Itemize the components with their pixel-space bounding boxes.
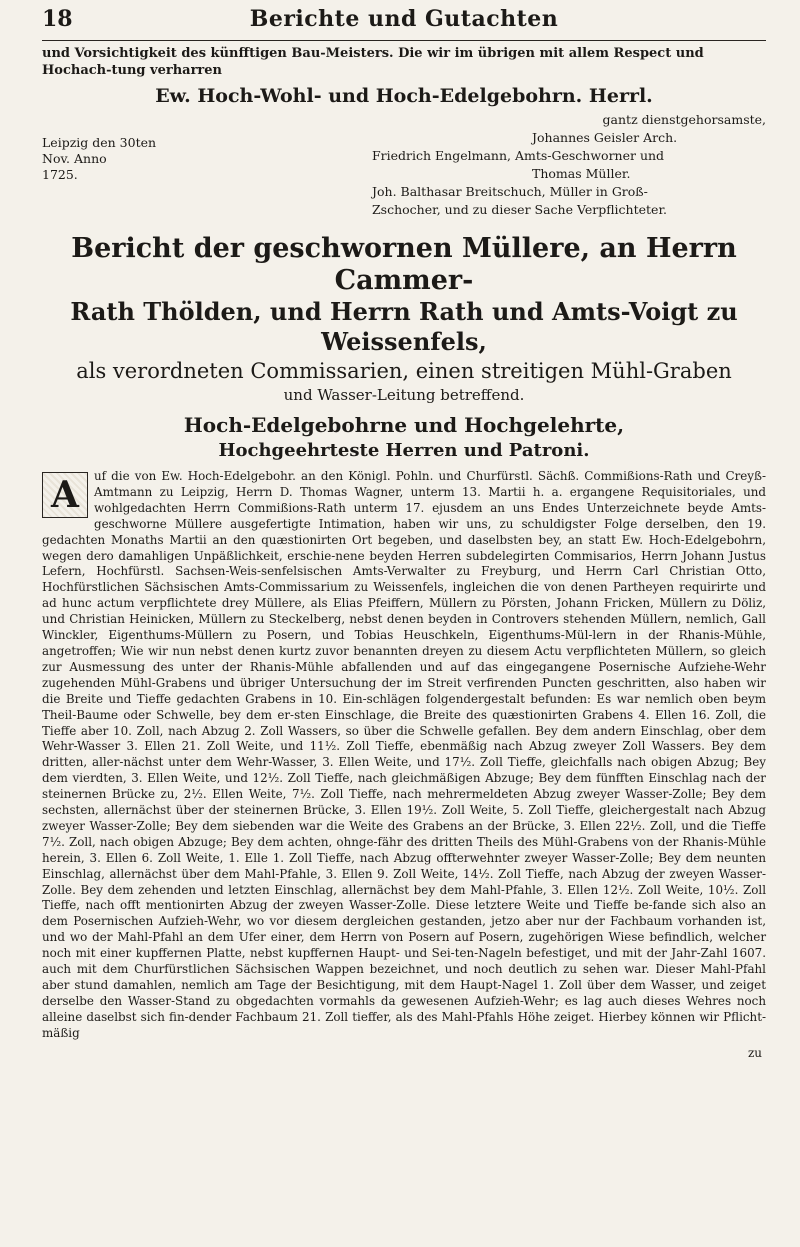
place-date (42, 135, 162, 183)
catchword: zu (747, 1045, 762, 1060)
signer-names (372, 111, 766, 219)
signer-line: Friedrich Engelmann, Amts-Geschworner und (372, 148, 665, 163)
place-date-line: Nov. Anno (42, 151, 107, 166)
report-body (42, 469, 766, 1042)
signature-block (42, 111, 766, 229)
report-title-line-4: und Wasser-Leitung betreffend. (283, 386, 525, 404)
body-paragraph: uf die von Ew. Hoch-Edelgebohr. an den Königl. Pohln. und Churfürstl. Sächß. Commißions-Rath und Creyß-Amtmann zu Leipzig, Herrn D. Thomas Wagner, unterm 13. Martii h. a. ergangene Requisitoriales, und wohlgedachten Herrn Commißions-Rath unterm 17. ejusdem an uns Endes Unterzeichnete beyde Amts-geschworne Müllere ausgefertigte Intimation, haben wir uns, zu schuldigster Folge derselben, den 19. gedachten Monaths Martii an den quæstionirten Ort begeben, und daselbsten bey, an statt Ew. Hoch-Edelgebohrn, wegen dero damahligen Unpäßlichkeit, erschie-nene beyden Herren subdelegirten Commisarios, Herrn Johann Justus Lefern, Hochfürstl. Sachsen-Weis-senfelsischen Amts-Verwalter zu Freyburg, und Herrn Carl Christian Otto, Hochfürstlichen Sächsischen Amts-Commissarium zu Weissenfels, ingleichen die von denen Partheyen requirirte und ad hunc actum verpflichtete drey Müllere, als Elias Pfeiffern, Müllern zu Pörsten, Johann Fricken, Müllern zu Döliz, und Christian Heinicken, Müllern zu Steckelberg, nebst denen beyden in Controvers stehenden Müllern, nemlich, Gall Winckler, Eigenthums-Müllern zu Posern, und Tobias Heuschkeln, Eigenthums-Mül-lern in der Rhanis-Mühle, angetroffen; Wie wir nun nebst denen kurtz zuvor benannten dreyen zu diesem Actu verpflichteten Müllern, so gleich zur Ausmessung des unter der Rhanis-Mühle abfallenden und auf das eingegangene Posernische Aufziehe-Wehr zugehenden Mühl-Grabens und übriger Untersuchung der im Streit verfirenden Puncten geschritten, also haben wir die Breite und Tieffe gedachten Grabens in 10. Ein-schlägen folgendergestalt befunden: Es war nemlich oben beym Theil-Baume oder Schwelle, bey dem er-sten Einschlage, die Breite des quæstionirten Grabens 4. Ellen 16. Zoll, die Tieffe aber 10. Zoll, nach Abzug 2. Zoll Wassers, so über die Schwelle gefallen. Bey dem andern Einschlag, ober dem Wehr-Wasser 3. Ellen 21. Zoll Weite, und 11½. Zoll Tieffe, ebenmäßig nach Abzug zweyer Zoll Wassers. Bey dem dritten, aller-nächst unter dem Wehr-Wasser, 3. Ellen Weite, und 17½. Zoll Tieffe, gleichfalls nach obigen Abzug; Bey dem vierdten, 3. Ellen Weite, und 12½. Zoll Tieffe, nach gleichmäßigen Abzuge; Bey dem fünfften Einschlag nach der steinernen Brücke zu, 2½. Ellen Weite, 7½. Zoll Tieffe, nach mehrermeldeten Abzug zweyer Wasser-Zolle; Bey dem sechsten, allernächst über der steinernen Brücke, 3. Ellen 19½. Zoll Weite, 5. Zoll Tieffe, gleichergestalt nach Abzug zweyer Wasser-Zolle; Bey dem siebenden war die Weite des Grabens an der Brücke, 3. Ellen 22½. Zoll, und die Tieffe 7½. Zoll, nach obigen Abzuge; Bey dem achten, ohnge-fähr des dritten Theils des Mühl-Grabens von der Rhanis-Mühle herein, 3. Ellen 6. Zoll Weite, 1. Elle 1. Zoll Tieffe, nach Abzug offterwehnter zweyer Wasser-Zolle; Bey dem neunten Einschlag, allernächst über dem Mahl-Pfahle, 3. Ellen 9. Zoll Weite, 14½. Zoll Tieffe, nach Abzug der zweyen Wasser-Zolle. Bey dem zehenden und letzten Einschlag, allernächst bey dem Mahl-Pfahle, 3. Ellen 12½. Zoll Weite, 10½. Zoll Tieffe, nach offt mentionirten Abzug der zweyen Wasser-Zolle. Diese letztere Weite und Tieffe be-fande sich also an dem Posernischen Aufzieh-Wehr, wo vor diesem dergleichen gestanden, jetzo aber nur der Fachbaum vorhanden ist, und wo der Mahl-Pfahl an dem Ufer einer, dem Herrn von Posern auf Posern, zugehörigen Wiese befindlich, welcher noch mit einer kupffernen Platte, nebst kupffernen Haupt- und Sei-ten-Nageln befestiget, und mit der Jahr-Zahl 1607. auch mit dem Churfürstlichen Sächsischen Wappen bezeichnet, und noch deutlich zu sehen war. Dieser Mahl-Pfahl aber stund damahlen, nemlich am Tage der Besichtigung, mit dem Haupt-Nagel 1. Zoll über dem Wasser, und zeiget derselbe den Wasser-Stand zu obgedachten vormahls da gewesenen Aufzieh-Wehr; es lag auch dieses Wehres noch alleine daselbst sich fin-dender Fachbaum 21. Zoll tieffer, als des Mahl-Pfahls Höhe zeiget. Hierbey können wir Pflicht-mäßig (42, 469, 766, 1040)
salutation-line-2: Hochgeehrteste Herren und Patroni. (218, 440, 590, 461)
drop-cap: A (42, 472, 88, 518)
place-date-line: Leipzig den 30ten (42, 135, 157, 150)
signer-line: gantz dienstgehorsamste, (602, 112, 766, 127)
report-title-line-3: als verordneten Commissarien, einen streitigen Mühl-Graben (76, 359, 732, 383)
signer-line: Joh. Balthasar Breitschuch, Müller in Groß- (372, 184, 648, 199)
lead-text: und Vorsichtigkeit des künfftigen Bau-Meisters. Die wir im übrigen mit allem Respect und Hochach-tung verharren (42, 46, 704, 78)
salutation-line-1: Hoch-Edelgebohrne und Hochgelehrte, (183, 413, 625, 437)
report-title-line-1: Bericht der geschwornen Müllere, an Herrn Cammer- (71, 233, 737, 296)
signer-line: Zschocher, und zu dieser Sache Verpflichteter. (372, 202, 668, 217)
page-number: 18 (42, 6, 73, 32)
place-date-line: 1725. (42, 167, 78, 182)
signer-line: Johannes Geisler Arch. (532, 130, 678, 145)
running-title: Berichte und Gutachten (249, 6, 559, 32)
report-title-line-2: Rath Thölden, und Herrn Rath und Amts-Voigt zu Weissenfels, (70, 297, 738, 356)
signer-line: Thomas Müller. (532, 166, 631, 181)
page-header (42, 0, 766, 41)
address-line: Ew. Hoch-Wohl- und Hoch-Edelgebohrn. Herrl. (155, 85, 653, 107)
